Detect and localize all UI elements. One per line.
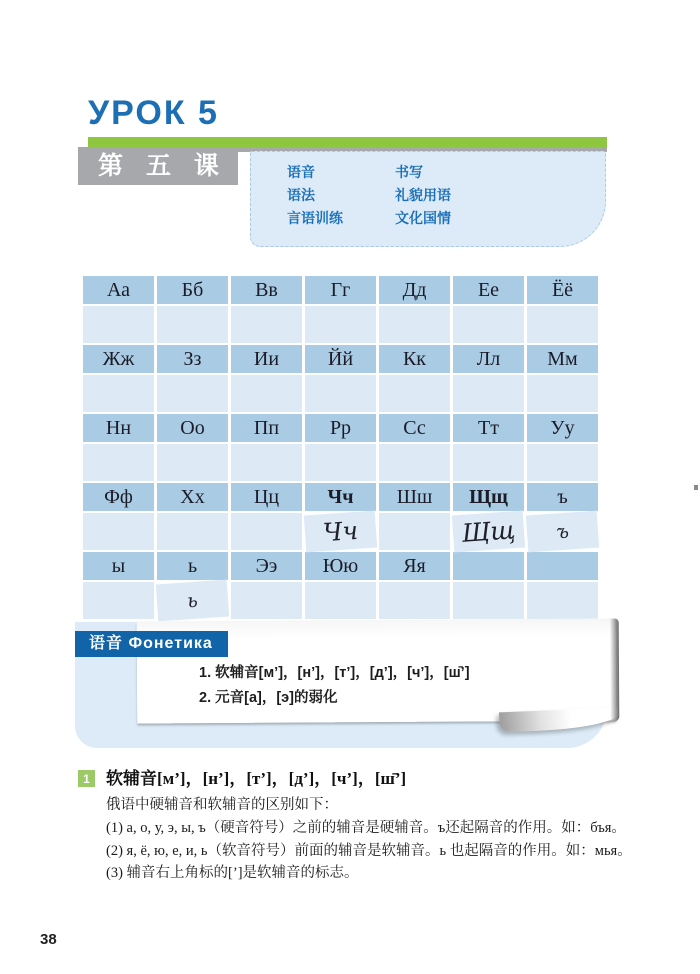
alphabet-letter-cell: Ээ xyxy=(231,552,302,580)
alphabet-letter-cell: Оо xyxy=(157,414,228,442)
practice-empty-cell xyxy=(231,306,302,343)
practice-empty-cell xyxy=(157,306,228,343)
body-line-rule-3: (3) 辅音右上角标的[’]是软辅音的标志。 xyxy=(106,865,359,882)
alphabet-letter-cell: Лл xyxy=(453,345,524,373)
practice-empty-cell xyxy=(379,513,450,550)
practice-empty-cell xyxy=(231,513,302,550)
alphabet-letter-cell: Бб xyxy=(157,276,228,304)
practice-empty-cell xyxy=(453,306,524,343)
practice-empty-cell xyxy=(231,444,302,481)
practice-empty-cell xyxy=(305,444,376,481)
alphabet-letter-cell: Ии xyxy=(231,345,302,373)
alphabet-letter-cell: Пп xyxy=(231,414,302,442)
page-edge-mark xyxy=(694,485,698,490)
section-number-badge: 1 xyxy=(78,770,95,787)
body-line-rule-1: (1) а, о, у, э, ы, ъ（硬音符号）之前的辅音是硬辅音。ъ还起隔音的作用。如：бъя。 xyxy=(106,819,626,836)
alphabet-letter-cell: Жж xyxy=(83,345,154,373)
alphabet-letter-cell: Йй xyxy=(305,345,376,373)
practice-empty-cell xyxy=(527,582,598,619)
handwriting-sample-cell: Щщ xyxy=(452,511,525,553)
alphabet-letter-cell: Гг xyxy=(305,276,376,304)
alphabet-letter-cell: Цц xyxy=(231,483,302,511)
page-number: 38 xyxy=(40,931,57,948)
handwriting-sample-cell: ь xyxy=(156,580,229,622)
practice-empty-cell xyxy=(157,375,228,412)
alphabet-letter-cell: Юю xyxy=(305,552,376,580)
practice-empty-cell xyxy=(83,375,154,412)
practice-empty-cell xyxy=(231,582,302,619)
practice-empty-cell xyxy=(305,306,376,343)
alphabet-letter-cell: Ее xyxy=(453,276,524,304)
phonetics-item-soft-consonants: 1. 软辅音[м’]，[н’]，[т’]，[д’]，[ч’]，[ш̄’] xyxy=(199,665,470,681)
lesson-title-chinese-block xyxy=(78,147,238,185)
section-body-text xyxy=(106,794,646,885)
alphabet-letter-cell: Дд xyxy=(379,276,450,304)
topic-grammar: 语法 xyxy=(287,187,315,203)
alphabet-letter-cell: Вв xyxy=(231,276,302,304)
practice-empty-cell xyxy=(379,306,450,343)
alphabet-letter-cell: Тт xyxy=(453,414,524,442)
topic-writing: 书写 xyxy=(395,164,423,180)
alphabet-letter-cell: ы xyxy=(83,552,154,580)
practice-empty-cell xyxy=(83,582,154,619)
practice-empty-cell xyxy=(157,513,228,550)
practice-empty-cell xyxy=(453,375,524,412)
alphabet-letter-cell: Яя xyxy=(379,552,450,580)
alphabet-letter-cell: Щщ xyxy=(453,483,524,511)
topics-column-1 xyxy=(287,161,343,230)
topic-polite-phrases: 礼貌用语 xyxy=(395,187,451,203)
alphabet-letter-cell: Мм xyxy=(527,345,598,373)
practice-empty-cell xyxy=(379,444,450,481)
practice-empty-cell xyxy=(231,375,302,412)
topic-culture: 文化国情 xyxy=(395,210,451,226)
alphabet-letter-cell: ъ xyxy=(527,483,598,511)
alphabet-letter-cell: Сс xyxy=(379,414,450,442)
alphabet-letter-cell xyxy=(453,552,524,580)
body-line-intro: 俄语中硬辅音和软辅音的区别如下： xyxy=(106,797,338,813)
lesson-title-russian: УРОК 5 xyxy=(88,94,219,132)
alphabet-letter-cell: Зз xyxy=(157,345,228,373)
handwriting-sample-cell: Чч xyxy=(304,511,377,553)
alphabet-letter-cell: Ёё xyxy=(527,276,598,304)
alphabet-letter-cell: Кк xyxy=(379,345,450,373)
practice-empty-cell xyxy=(83,513,154,550)
practice-empty-cell xyxy=(527,444,598,481)
alphabet-letter-cell: Фф xyxy=(83,483,154,511)
green-accent-bar xyxy=(88,137,607,147)
paper-curl-corner xyxy=(499,707,620,732)
alphabet-letter-cell: Рр xyxy=(305,414,376,442)
alphabet-letter-cell: Шш xyxy=(379,483,450,511)
alphabet-letter-cell: ь xyxy=(157,552,228,580)
alphabet-letter-cell: Чч xyxy=(305,483,376,511)
alphabet-letter-cell: Хх xyxy=(157,483,228,511)
topic-phonetics: 语音 xyxy=(287,164,315,180)
practice-empty-cell xyxy=(83,444,154,481)
alphabet-letter-cell: Уу xyxy=(527,414,598,442)
section-heading: 软辅音[м’]，[н’]，[т’]，[д’]，[ч’]，[ш̄’] xyxy=(106,769,407,788)
alphabet-letter-cell xyxy=(527,552,598,580)
practice-empty-cell xyxy=(453,444,524,481)
handwriting-sample-cell: ъ xyxy=(526,511,599,553)
practice-empty-cell xyxy=(305,582,376,619)
practice-empty-cell xyxy=(379,582,450,619)
topic-speech-training: 言语训练 xyxy=(287,210,343,226)
topics-column-2 xyxy=(395,161,451,230)
body-line-rule-2: (2) я, ё, ю, е, и, ь（软音符号）前面的辅音是软辅音。ь 也起隔音的作用。如：мья。 xyxy=(106,842,632,859)
alphabet-letter-cell: Аа xyxy=(83,276,154,304)
practice-empty-cell xyxy=(305,375,376,412)
phonetics-item-vowel-reduction: 2. 元音[а]，[э]的弱化 xyxy=(199,690,338,706)
alphabet-table xyxy=(83,276,598,619)
lesson-topics-box xyxy=(250,151,606,247)
practice-empty-cell xyxy=(157,444,228,481)
practice-empty-cell xyxy=(527,306,598,343)
alphabet-letter-cell: Нн xyxy=(83,414,154,442)
phonetics-topic-list xyxy=(199,661,470,711)
practice-empty-cell xyxy=(527,375,598,412)
lesson-title-chinese: 第 五 课 xyxy=(98,152,227,180)
practice-empty-cell xyxy=(453,582,524,619)
phonetics-section-label: 语音 Фонетика xyxy=(75,631,228,657)
practice-empty-cell xyxy=(83,306,154,343)
practice-empty-cell xyxy=(379,375,450,412)
